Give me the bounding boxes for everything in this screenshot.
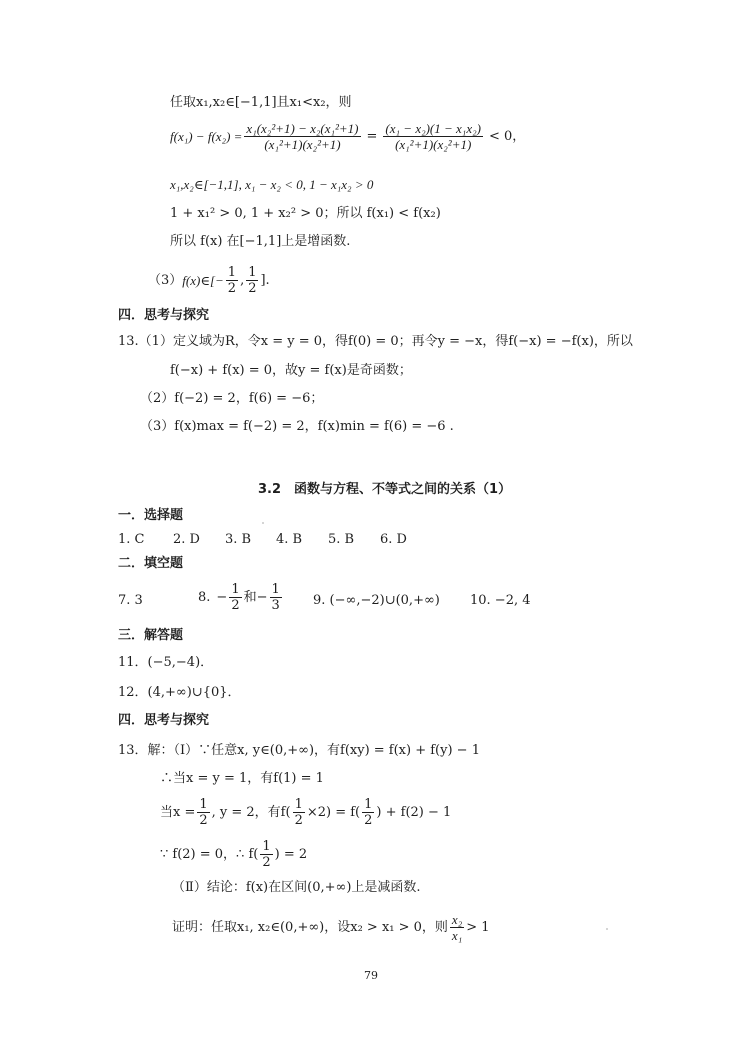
text-segment: , y = 2，有f(	[211, 805, 291, 820]
proof-line-3: x₁,x₂∈[−1,1], x₁ − x₂ < 0, 1 − x₁x₂ > 0	[170, 177, 374, 192]
fraction-expanded	[244, 122, 360, 151]
fraction-numerator: 1	[227, 265, 237, 280]
text-segment: ) + f(2) − 1	[376, 805, 452, 820]
text-segment: 当x =	[160, 805, 196, 820]
choice-answer: 2. D	[173, 532, 200, 547]
section-heading-explore: 四．思考与探究	[118, 308, 210, 323]
fraction-denominator: 2	[199, 813, 208, 828]
range-suffix: ].	[260, 273, 270, 288]
choice-answer: 1. C	[118, 532, 145, 547]
q13-solution-line-1: 13．解：（Ⅰ）∵任意x, y∈(0,+∞)，有f(xy) = f(x) + f(y) − 1	[118, 743, 480, 758]
fraction-factored	[383, 122, 483, 151]
fraction-numerator: x₂	[451, 912, 463, 927]
fill-answer-9: 9. (−∞,−2)∪(0,+∞)	[313, 593, 440, 608]
page-number: 79	[364, 969, 378, 982]
text-segment: ∵ f(2) = 0，∴ f(	[160, 847, 259, 862]
fraction-denominator: 2	[227, 281, 237, 296]
text-segment: > 1	[466, 920, 490, 935]
text-segment: 证明：任取x₁, x₂∈(0,+∞)，设x₂ > x₁ > 0，则	[172, 920, 448, 935]
fraction-denominator: (x₁²+1)(x₂²+1)	[264, 137, 341, 152]
q13-proof-start	[172, 913, 490, 942]
solve-answer-11: 11．(−5,−4)．	[118, 655, 214, 670]
fraction-numerator: (x₁ − x₂)(1 − x₁x₂)	[385, 121, 481, 136]
section-heading-explore: 四．思考与探究	[118, 713, 210, 728]
fill-answer-10: 10. −2, 4	[470, 593, 531, 608]
conjunction: 和	[243, 590, 257, 605]
fill-answer-7: 7. 3	[118, 593, 143, 608]
fraction-one-half	[229, 583, 241, 612]
fraction-half	[362, 798, 374, 827]
scan-speck	[262, 522, 264, 524]
equation-lhs: f(x₁) − f(x₂) =	[170, 129, 243, 144]
text-segment: ) = 2	[274, 847, 308, 862]
q13-line-1: 13.（1）定义域为R，令x = y = 0，得f(0) = 0；再令y = −x，得f(−x) = −f(x)，所以	[118, 334, 633, 349]
difference-equation	[170, 122, 525, 151]
section-heading-fill: 二．填空题	[118, 556, 184, 571]
choice-answer: 5. B	[328, 532, 355, 547]
q13-solution-line-3	[160, 798, 451, 827]
fraction-half	[293, 798, 305, 827]
choice-answer: 4. B	[276, 532, 303, 547]
fraction-one-third	[270, 583, 282, 612]
q13-line-2: f(−x) + f(x) = 0，故y = f(x)是奇函数；	[170, 363, 412, 378]
q13-line-4: （3）f(x)max = f(−2) = 2，f(x)min = f(6) = −6 .	[140, 419, 454, 434]
equals-sign: =	[366, 129, 378, 144]
proof-intro: 任取x₁,x₂∈[−1,1]且x₁<x₂，则	[170, 95, 352, 110]
fraction-numerator: 1	[248, 265, 257, 280]
fraction-denominator: 2	[262, 855, 271, 870]
range-prefix: f(x)∈[−	[182, 273, 224, 288]
part-label: （3）	[148, 273, 183, 288]
fill-answer-8	[198, 583, 284, 612]
fraction-numerator: 1	[364, 797, 373, 812]
section-heading-solve: 三．解答题	[118, 628, 184, 643]
inequality-tail: < 0，	[488, 129, 526, 144]
fraction-denominator: 2	[248, 281, 257, 296]
section-heading-choice: 一．选择题	[118, 508, 184, 523]
answer-label: 8.	[198, 590, 211, 605]
choice-answer: 6. D	[380, 532, 407, 547]
minus-sign: −	[256, 590, 268, 605]
minus-sign: −	[216, 590, 228, 605]
fraction-numerator: x₁(x₂²+1) − x₂(x₁²+1)	[246, 121, 359, 136]
fraction-x2-over-x1	[450, 913, 464, 942]
q13-part-2-conclusion: （Ⅱ）结论：f(x)在区间(0,+∞)上是减函数.	[172, 880, 421, 895]
text-segment: ×2) = f(	[306, 805, 361, 820]
q13-line-3: （2）f(−2) = 2，f(6) = −6；	[140, 391, 324, 406]
fraction-half	[226, 266, 238, 295]
q13-solution-line-2: ∴当x = y = 1，有f(1) = 1	[160, 771, 324, 786]
fraction-denominator: 2	[231, 598, 240, 613]
fraction-half	[260, 840, 272, 869]
fraction-denominator: x₁	[451, 928, 463, 943]
fraction-denominator: 2	[364, 813, 373, 828]
proof-line-4: 1 + x₁² > 0, 1 + x₂² > 0；所以 f(x₁) < f(x₂)	[170, 206, 441, 221]
scan-speck	[606, 928, 608, 930]
fraction-half	[197, 798, 209, 827]
fraction-numerator: 1	[199, 797, 208, 812]
fraction-numerator: 1	[294, 797, 303, 812]
fraction-denominator: 2	[294, 813, 303, 828]
choice-answer: 3. B	[225, 532, 252, 547]
solve-answer-12: 12．(4,+∞)∪{0}．	[118, 685, 241, 700]
fraction-denominator: 3	[271, 598, 280, 613]
fraction-denominator: (x₁²+1)(x₂²+1)	[395, 137, 472, 152]
section-title: 3.2 函数与方程、不等式之间的关系（1）	[258, 482, 512, 497]
fraction-numerator: 1	[262, 839, 271, 854]
fraction-numerator: 1	[231, 582, 240, 597]
fraction-half	[246, 266, 258, 295]
fraction-numerator: 1	[271, 582, 280, 597]
part-3-answer: （3） f(x)∈[− $\frac{1}{2}$ , $\frac{1}{2}$ ].	[148, 265, 270, 296]
q13-solution-line-4	[160, 840, 307, 869]
proof-conclusion: 所以 f(x) 在[−1,1]上是增函数.	[170, 234, 351, 249]
